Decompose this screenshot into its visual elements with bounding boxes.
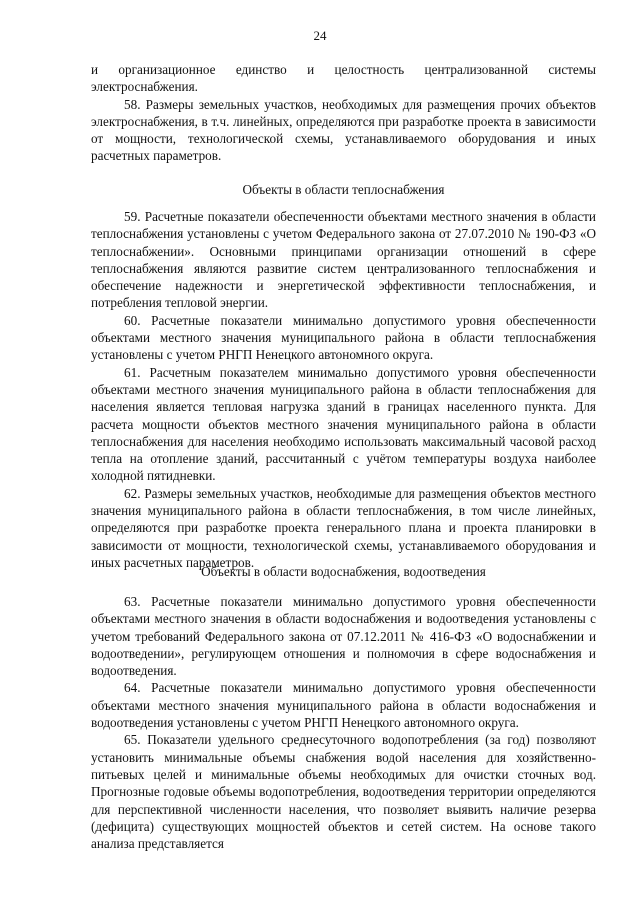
page-number: 24 xyxy=(313,28,327,43)
section-heading-water-supply: Объекты в области водоснабжения, водоотведения xyxy=(201,564,486,579)
paragraph-62: 62. Размеры земельных участков, необходимые для размещения объектов местного значения муниципального района в области теплоснабжения, в том числе линейных, определяются при разработке проекта генерального плана и проекта планировки в зависимости от мощности, технологической схемы, устанавливаемого оборудования и иных расчетных параметров. xyxy=(91,485,596,570)
water-supply-section xyxy=(91,593,596,852)
paragraph-65: 65. Показатели удельного среднесуточного водопотребления (за год) позволяют установить минимальные объемы снабжения водой населения для хозяйственно-питьевых целей и минимальные объемы необходимых для очистки сточных вод. Прогнозные годовые объемы водопотребления, водоотведения территории определяются для перспективной численности населения, что позволяет выявить наличие резерва (дефицита) существующих мощностей объектов и сетей систем. На основе такого анализа представляется xyxy=(91,732,596,852)
paragraph-63: 63. Расчетные показатели минимально допустимого уровня обеспеченности объектами местного значения в области водоснабжения и водоотведения установлены с учетом требований Федерального закона от 07.12.2011 № 416-ФЗ «О водоснабжении и водоотведении», регулирующем отношения и полномочия в сфере водоснабжения и водоотведения. xyxy=(91,594,596,679)
paragraph-61: 61. Расчетным показателем минимально допустимого уровня обеспеченности объектами местного значения муниципального района в области теплоснабжения для населения является тепловая нагрузка зданий в границах населенного пункта. Для расчета мощности объектов местного значения муниципального района в области теплоснабжения для населения необходимо использовать максимальный часовой расход тепла на отопление зданий, рассчитанный с учётом температуры воздуха наиболее холодной пятидневки. xyxy=(91,364,596,484)
paragraph-60: 60. Расчетные показатели минимально допустимого уровня обеспеченности объектами местного значения муниципального района в области теплоснабжения установлены с учетом РНГП Ненецкого автономного округа. xyxy=(91,312,596,363)
paragraph-58: 58. Размеры земельных участков, необходимых для размещения прочих объектов электроснабжения, в т.ч. линейных, определяются при разработке проекта в зависимости от мощности, технологической схемы, устанавливаемого оборудования и иных расчетных параметров. xyxy=(91,96,596,164)
section-heading-heat-supply: Объекты в области теплоснабжения xyxy=(242,182,445,197)
heat-supply-section xyxy=(91,208,596,571)
paragraph-59: 59. Расчетные показатели обеспеченности объектами местного значения в области теплоснабжения установлены с учетом Федерального закона от 27.07.2010 № 190-ФЗ «О теплоснабжении». Основными принципами организации отношений в сфере теплоснабжения являются развитие систем централизованного теплоснабжения и обеспечение надежности и энергетической эффективности теплоснабжения, и потребления тепловой энергии. xyxy=(91,209,596,311)
paragraph: и организационное единство и целостность централизованной системы электроснабжения. xyxy=(91,62,596,95)
paragraph-continuation xyxy=(91,61,596,165)
paragraph-64: 64. Расчетные показатели минимально допустимого уровня обеспеченности объектами местного значения муниципального района в области водоснабжения и водоотведения установлены с учетом РНГП Ненецкого автономного округа. xyxy=(91,680,596,731)
